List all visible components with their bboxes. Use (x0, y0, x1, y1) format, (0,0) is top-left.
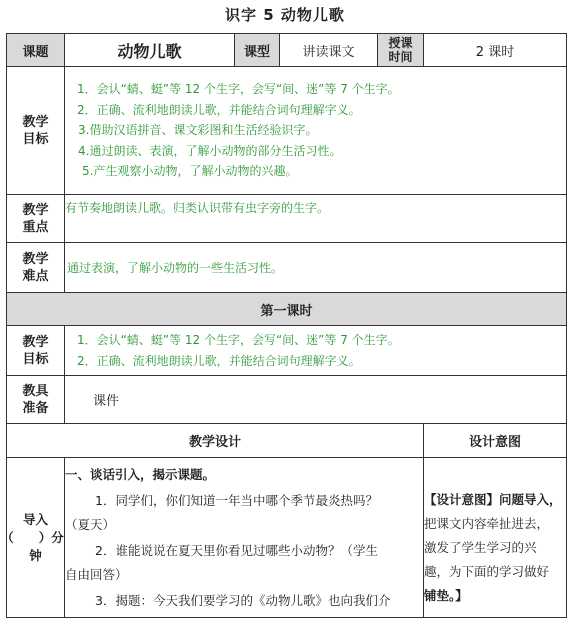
intro-section-title: 一、谈话引入，揭示课题。 (65, 466, 216, 482)
first-goals-row (7, 326, 567, 376)
first-goals-label: 教学 目标 (7, 326, 65, 376)
goals-row (7, 67, 567, 195)
first-goals-list (65, 326, 567, 376)
intro-answer-1: （夏天） (65, 516, 116, 532)
lesson-plan-table (1, 33, 567, 618)
intro-intent (424, 458, 567, 618)
difficulties-row (7, 243, 567, 293)
intent-line-5: 铺垫。】 (424, 587, 468, 603)
type-value: 讲读课文 (280, 34, 378, 67)
goal-item: 3.借助汉语拼音、课文彩图和生活经验识字。 (78, 123, 318, 138)
goal-item: 2．正确、流利地朗读儿歌，并能结合词句理解字义。 (77, 102, 361, 117)
intro-question-1: 1．同学们，你们知道一年当中哪个季节最炎热吗？ (95, 492, 378, 508)
course-value: 动物儿歌 (65, 34, 235, 67)
design-right-heading: 设计意图 (424, 424, 567, 458)
intent-line-3: 激发了学生学习的兴 (424, 539, 537, 555)
time-label: 授课 时间 (378, 34, 424, 67)
goal-item: 5.产生观察小动物，了解小动物的兴趣。 (82, 164, 298, 179)
key-points-text: 有节奏地朗读儿歌。归类认识带有虫字旁的生字。 (65, 195, 567, 243)
key-points-label: 教学 重点 (7, 195, 65, 243)
goals-label: 教学 目标 (7, 67, 65, 195)
tools-value: 课件 (65, 376, 567, 424)
difficulties-label: 教学 难点 (7, 243, 65, 293)
tools-row (7, 376, 567, 424)
design-heading-row (7, 424, 567, 458)
time-value: 2 课时 (424, 34, 567, 67)
intro-body (65, 458, 424, 618)
intro-label: 导入 （ ）分 钟 (7, 458, 65, 618)
type-label: 课型 (235, 34, 280, 67)
header-row (7, 34, 567, 67)
intent-line-2: 把课文内容牵扯进去， (424, 515, 550, 531)
goal-item: 4.通过朗读、表演，了解小动物的部分生活习性。 (78, 143, 342, 158)
intro-row (7, 458, 567, 618)
goals-list (65, 67, 567, 195)
key-points-row (7, 195, 567, 243)
goal-item: 1．会认“蜻、蜓”等 12 个生字，会写“间、迷”等 7 个生字。 (77, 82, 400, 97)
difficulties-text: 通过表演，了解小动物的一些生活习性。 (65, 243, 567, 293)
intent-line-1: 【设计意图】问题导入， (424, 491, 562, 507)
intro-question-3: 3．揭题：今天我们要学习的《动物儿歌》也向我们介 (95, 592, 391, 608)
tools-label: 教具 准备 (7, 376, 65, 424)
intent-line-4: 趣，为下面的学习做好 (424, 563, 550, 579)
goal-item: 1．会认“蜻、蜓”等 12 个生字，会写“间、迷”等 7 个生字。 (77, 333, 400, 347)
course-label: 课题 (7, 34, 65, 67)
intro-answer-2: 自由回答） (65, 566, 128, 582)
goal-item: 2．正确、流利地朗读儿歌，并能结合词句理解字义。 (77, 353, 361, 368)
intro-question-2: 2．谁能说说在夏天里你看见过哪些小动物？（学生 (95, 542, 378, 558)
design-left-heading: 教学设计 (7, 424, 424, 458)
page-title: 识字 5 动物儿歌 (225, 6, 345, 24)
first-lesson-heading: 第一课时 (7, 293, 567, 326)
first-lesson-row (7, 293, 567, 326)
